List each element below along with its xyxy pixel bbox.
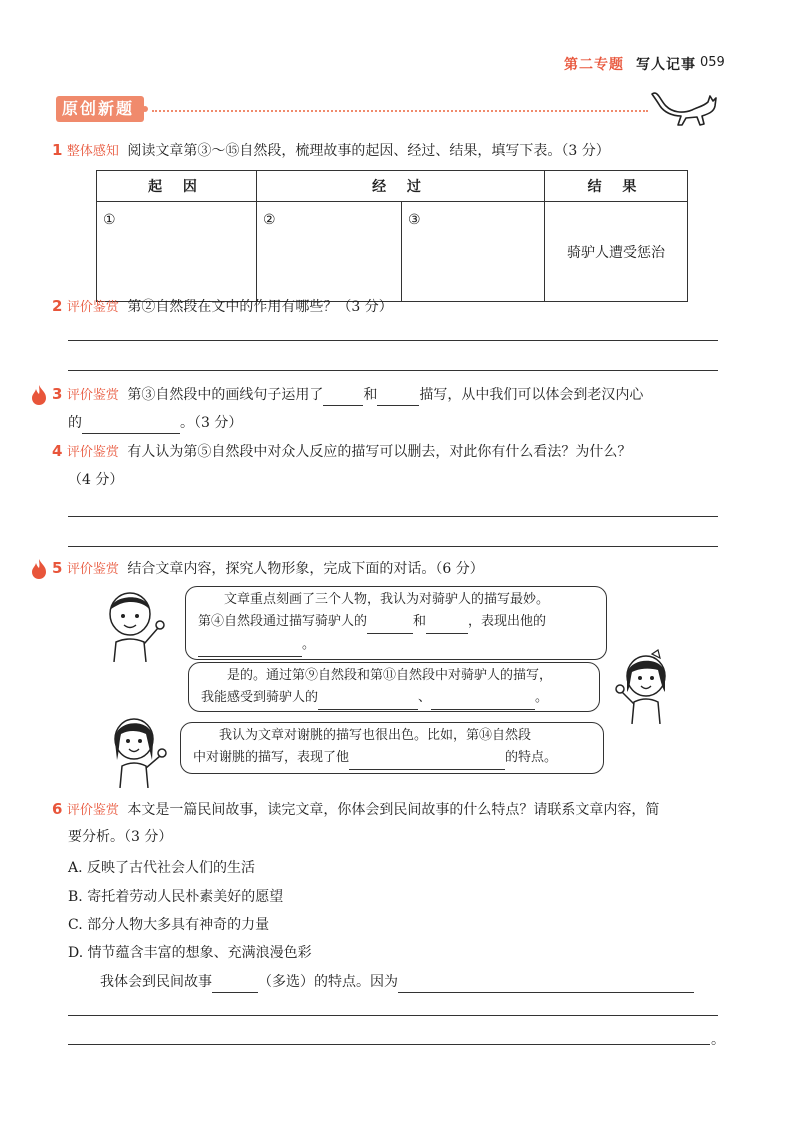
bubble-text: 。 — [302, 637, 316, 652]
question-text: 阅读文章第③～⑮自然段，梳理故事的起因、经过、结果，填写下表。（3 分） — [127, 143, 610, 159]
answer-line[interactable] — [68, 340, 718, 341]
question-number: 1 — [52, 141, 63, 159]
section-title: 第二专题 — [564, 57, 624, 73]
question-text: 有人认为第⑤自然段中对众人反应的描写可以删去，对此你有什么看法？为什么？ — [127, 444, 632, 460]
boy-avatar — [100, 588, 172, 662]
question-3 — [52, 384, 643, 406]
question-text: 描写，从中我们可以体会到老汉内心 — [419, 387, 644, 403]
question-6-answer — [100, 972, 694, 993]
story-structure-table — [96, 170, 688, 302]
bubble-text: 第④自然段通过描写骑驴人的 — [198, 614, 368, 629]
blank-options[interactable] — [212, 972, 258, 993]
speech-bubble-2 — [188, 662, 600, 712]
question-text: 第③自然段中的画线句子运用了 — [127, 387, 324, 403]
bubble-text: 、 — [418, 690, 432, 705]
blank-1[interactable] — [323, 385, 363, 406]
question-tag: 评价鉴赏 — [66, 300, 119, 315]
bubble-text: 中对谢朓的描写，表现了他 — [193, 750, 350, 765]
bubble-line-2 — [193, 747, 591, 770]
option-c: C. 部分人物大多具有神奇的力量 — [68, 917, 270, 933]
question-number: 4 — [52, 442, 63, 460]
chapter-title: 写人记事 — [636, 57, 696, 73]
question-3-line2 — [68, 413, 242, 434]
question-text: 的 — [68, 415, 82, 431]
girl-avatar-right — [612, 648, 676, 724]
cell-marker: ① — [103, 212, 116, 228]
blank-3[interactable] — [82, 413, 180, 434]
answer-line[interactable] — [68, 516, 718, 517]
question-tag: 整体感知 — [66, 144, 119, 159]
question-text: 本文是一篇民间故事，读完文章，你体会到民间故事的什么特点？请联系文章内容，简 — [127, 802, 660, 818]
cell-result: 骑驴人遭受惩治 — [545, 202, 688, 302]
answer-line[interactable] — [68, 370, 718, 371]
flame-icon — [30, 558, 48, 580]
bubble-line-2 — [198, 611, 594, 634]
blank-trait[interactable] — [198, 634, 302, 657]
question-5 — [52, 558, 484, 580]
bubble-line: 文章重点刻画了三个人物，我认为对骑驴人的描写最妙。 — [224, 592, 550, 607]
bubble-text: 我能感受到骑驴人的 — [201, 690, 319, 705]
cell-marker: ② — [263, 212, 276, 228]
question-number: 6 — [52, 800, 63, 818]
cell-marker: ③ — [408, 212, 421, 228]
bubble-line: 我认为文章对谢朓的描写也很出色。比如，第⑭自然段 — [219, 728, 532, 743]
blank-feeling-2[interactable] — [431, 687, 535, 710]
question-4 — [52, 441, 631, 463]
cell-process-1[interactable] — [257, 202, 402, 302]
bubble-text: 的特点。 — [505, 750, 558, 765]
flame-icon — [30, 384, 48, 406]
speech-bubble-1 — [185, 586, 607, 660]
blank-reason[interactable] — [398, 972, 694, 993]
question-1 — [52, 140, 610, 162]
question-number: 5 — [52, 559, 63, 577]
answer-line[interactable] — [68, 1044, 710, 1045]
question-text: 和 — [363, 387, 378, 403]
bubble-line: 是的。通过第⑨自然段和第⑪自然段中对骑驴人的描写， — [227, 668, 553, 683]
question-text: 第②自然段在文中的作用有哪些？（3 分） — [127, 299, 393, 315]
bubble-text: 。 — [535, 690, 549, 705]
bubble-line-2 — [201, 687, 587, 710]
header-process: 经 过 — [257, 171, 545, 202]
question-tag: 评价鉴赏 — [66, 562, 119, 577]
bubble-text: ，表现出他的 — [468, 614, 547, 629]
header-cause: 起 因 — [97, 171, 257, 202]
question-6-line2: 要分析。（3 分） — [68, 829, 173, 845]
blank-action[interactable] — [367, 611, 413, 634]
question-tag: 评价鉴赏 — [66, 388, 119, 403]
question-4-score: （4 分） — [68, 472, 124, 488]
page-number: 059 — [700, 55, 725, 70]
blank-language[interactable] — [426, 611, 468, 634]
banner-dot — [142, 106, 148, 112]
banner-label: 原创新题 — [56, 96, 144, 122]
banner-dotted-line — [152, 110, 648, 112]
cell-process-2[interactable] — [402, 202, 545, 302]
speech-bubble-3 — [180, 722, 604, 774]
blank-feeling-1[interactable] — [318, 687, 418, 710]
cell-cause[interactable] — [97, 202, 257, 302]
answer-text: 我体会到民间故事 — [100, 974, 212, 990]
end-period: 。 — [711, 1032, 725, 1048]
question-2 — [52, 296, 393, 318]
bubble-line-3 — [198, 634, 594, 657]
header-result: 结 果 — [545, 171, 688, 202]
girl-avatar-left — [104, 712, 172, 788]
bubble-text: 和 — [413, 614, 427, 629]
question-number: 3 — [52, 385, 63, 403]
cat-icon — [648, 88, 722, 128]
question-tag: 评价鉴赏 — [66, 445, 119, 460]
question-6 — [52, 799, 659, 821]
option-b: B. 寄托着劳动人民朴素美好的愿望 — [68, 889, 284, 905]
question-text: 结合文章内容，探究人物形象，完成下面的对话。（6 分） — [127, 561, 484, 577]
question-tag: 评价鉴赏 — [66, 803, 119, 818]
blank-xietiao[interactable] — [349, 747, 505, 770]
option-a: A. 反映了古代社会人们的生活 — [68, 860, 256, 876]
question-number: 2 — [52, 297, 63, 315]
blank-2[interactable] — [377, 385, 419, 406]
answer-text: （多选）的特点。因为 — [258, 974, 398, 990]
option-d: D. 情节蕴含丰富的想象、充满浪漫色彩 — [68, 945, 312, 961]
answer-line[interactable] — [68, 1015, 718, 1016]
answer-line[interactable] — [68, 546, 718, 547]
question-text: 。（3 分） — [180, 415, 243, 431]
